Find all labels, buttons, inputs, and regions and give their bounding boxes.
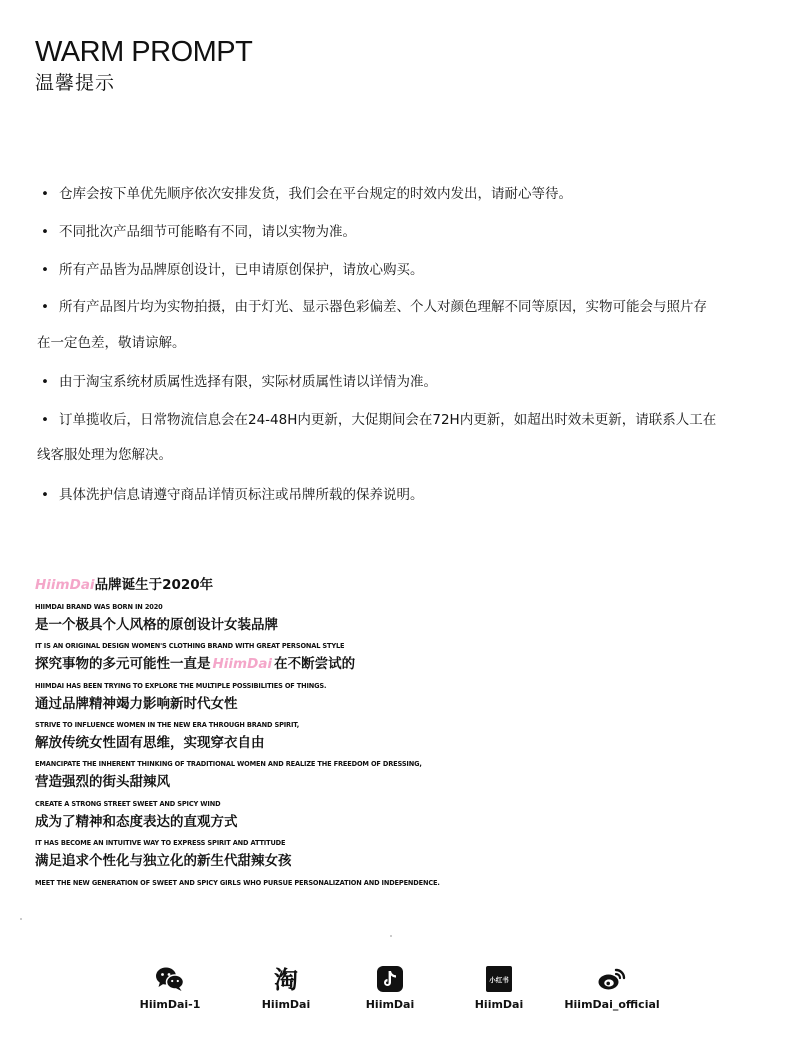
social-account-xiaohongshu[interactable] bbox=[444, 962, 554, 1011]
brand-statement-en: EMANCIPATE THE INHERENT THINKING OF TRADITIONAL WOMEN AND REALIZE THE FREEDOM OF DRESSING, bbox=[35, 760, 422, 768]
social-handle: HiimDai bbox=[365, 998, 415, 1011]
notice-text: 线客服处理为您解决。 bbox=[37, 447, 172, 463]
brand-statement-en: STRIVE TO INFLUENCE WOMEN IN THE NEW ERA THROUGH BRAND SPIRIT, bbox=[35, 721, 300, 729]
notice-continuation bbox=[37, 445, 767, 465]
bullet-icon: • bbox=[41, 186, 49, 202]
bullet-icon: • bbox=[41, 299, 49, 315]
brand-statement-zh: 满足追求个性化与独立化的新生代甜辣女孩 bbox=[35, 853, 292, 869]
notice-text: 在一定色差，敬请谅解。 bbox=[37, 335, 186, 351]
notice-item bbox=[37, 297, 767, 317]
page-title: WARM PROMPT bbox=[35, 36, 253, 68]
notice-text: 订单揽收后，日常物流信息会在24-48H内更新，大促期间会在72H内更新，如超出时效未更新，请联系人工在 bbox=[59, 412, 717, 428]
social-account-douyin[interactable] bbox=[335, 962, 445, 1011]
notice-item bbox=[37, 410, 767, 430]
brand-founding-text: 品牌诞生于2020年 bbox=[94, 577, 214, 593]
brand-statement-zh: 成为了精神和态度表达的直观方式 bbox=[35, 814, 238, 830]
social-handle: HiimDai-1 bbox=[139, 998, 201, 1011]
social-handle: HiimDai_official bbox=[564, 998, 660, 1011]
bullet-icon: • bbox=[41, 374, 49, 390]
brand-statement-en: IT IS AN ORIGINAL DESIGN WOMEN'S CLOTHING BRAND WITH GREAT PERSONAL STYLE bbox=[35, 642, 345, 650]
bullet-icon: • bbox=[41, 412, 49, 428]
brand-statement-zh: 通过品牌精神竭力影响新时代女性 bbox=[35, 696, 238, 712]
taobao-icon bbox=[231, 962, 341, 996]
social-handle: HiimDai bbox=[261, 998, 311, 1011]
decorative-dot bbox=[20, 918, 22, 920]
brand-statement-en: MEET THE NEW GENERATION OF SWEET AND SPICY GIRLS WHO PURSUE PERSONALIZATION AND INDEPENDENCE. bbox=[35, 879, 440, 887]
brand-statement-zh: 营造强烈的街头甜辣风 bbox=[35, 774, 170, 790]
wechat-icon bbox=[115, 962, 225, 996]
xiaohongshu-glyph: 小红书 bbox=[489, 976, 509, 984]
social-handle: HiimDai bbox=[474, 998, 524, 1011]
decorative-dot bbox=[390, 935, 392, 937]
brand-statement-zh bbox=[35, 654, 355, 674]
notice-text: 由于淘宝系统材质属性选择有限，实际材质属性请以详情为准。 bbox=[59, 374, 437, 390]
brand-statement-en: IT HAS BECOME AN INTUITIVE WAY TO EXPRESS SPIRIT AND ATTITUDE bbox=[35, 839, 286, 847]
notice-text: 具体洗护信息请遵守商品详情页标注或吊牌所载的保养说明。 bbox=[59, 487, 424, 503]
brand-statement-zh: 是一个极具个人风格的原创设计女装品牌 bbox=[35, 617, 278, 633]
notice-text: 仓库会按下单优先顺序依次安排发货，我们会在平台规定的时效内发出，请耐心等待。 bbox=[59, 186, 572, 202]
brand-founding-en: HIIMDAI BRAND WAS BORN IN 2020 bbox=[35, 603, 163, 611]
brand-statement-zh: 解放传统女性固有思维，实现穿衣自由 bbox=[35, 735, 265, 751]
social-account-taobao[interactable] bbox=[231, 962, 341, 1011]
notice-text: 不同批次产品细节可能略有不同，请以实物为准。 bbox=[59, 224, 356, 240]
weibo-icon bbox=[557, 962, 667, 996]
notice-item bbox=[37, 222, 767, 242]
social-account-wechat[interactable] bbox=[115, 962, 225, 1011]
douyin-icon bbox=[335, 962, 445, 996]
taobao-glyph: 淘 bbox=[274, 966, 298, 994]
brand-statement-en: HIIMDAI HAS BEEN TRYING TO EXPLORE THE MULTIPLE POSSIBILITIES OF THINGS. bbox=[35, 682, 327, 690]
bullet-icon: • bbox=[41, 224, 49, 240]
notice-item bbox=[37, 485, 767, 505]
bullet-icon: • bbox=[41, 487, 49, 503]
bullet-icon: • bbox=[41, 262, 49, 278]
brand-statement-part: 探究事物的多元可能性一直是 bbox=[35, 656, 211, 672]
notice-item bbox=[37, 260, 767, 280]
notice-text: 所有产品图片均为实物拍摄，由于灯光、显示器色彩偏差、个人对颜色理解不同等原因，实物可能会与照片存 bbox=[59, 299, 707, 315]
notice-continuation bbox=[37, 333, 767, 353]
page-subtitle: 温馨提示 bbox=[35, 72, 116, 94]
xiaohongshu-icon bbox=[444, 962, 554, 996]
notice-item bbox=[37, 372, 767, 392]
brand-statement-part: 在不断尝试的 bbox=[274, 656, 356, 672]
notice-item bbox=[37, 184, 767, 204]
brand-statement-en: CREATE A STRONG STREET SWEET AND SPICY WIND bbox=[35, 800, 221, 808]
brand-name-logo: HiimDai bbox=[35, 577, 95, 593]
notice-text: 所有产品皆为品牌原创设计，已申请原创保护，请放心购买。 bbox=[59, 262, 424, 278]
brand-name-logo: HiimDai bbox=[212, 656, 273, 672]
social-account-weibo[interactable] bbox=[557, 962, 667, 1011]
brand-founding-heading bbox=[35, 575, 213, 595]
